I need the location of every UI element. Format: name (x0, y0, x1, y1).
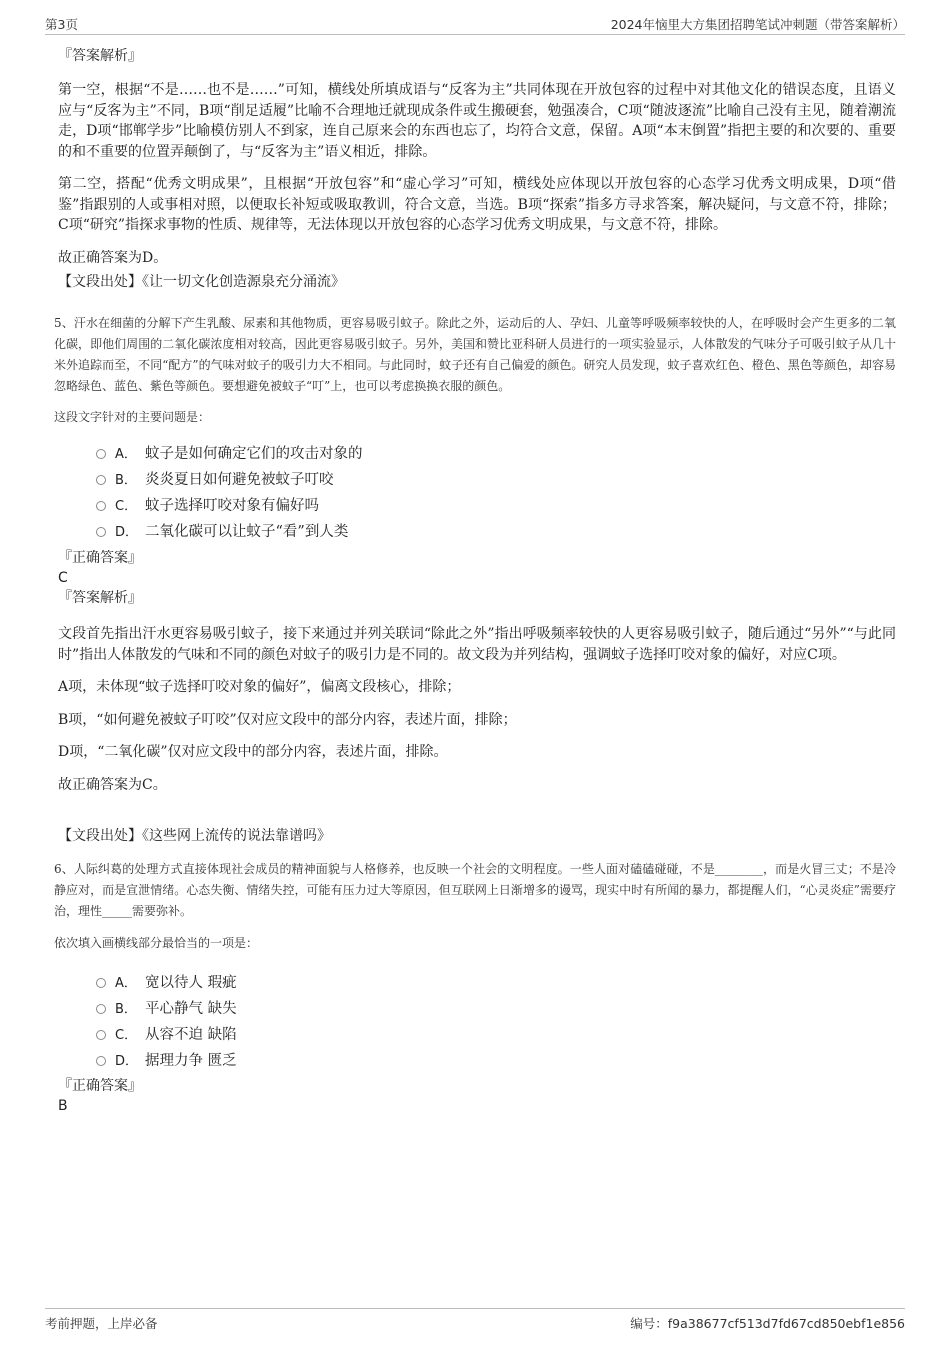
q6-answer (58, 1076, 896, 1116)
q5-analysis-body (58, 624, 896, 795)
radio-icon[interactable] (96, 501, 106, 511)
radio-icon[interactable] (96, 978, 106, 988)
q6-option-b[interactable]: B． 平心静气 缺失 (96, 994, 237, 1020)
q5-analysis-option-b: B项，“如何避免被蚊子叮咬”仅对应文段中的部分内容，表述片面，排除； (58, 711, 517, 728)
option-text: 宽以待人 瑕疵 (145, 974, 237, 991)
option-text: 平心静气 缺失 (145, 1000, 237, 1017)
q4-analysis-conclusion: 故正确答案为D。 (58, 249, 168, 266)
q5-answer (58, 548, 896, 608)
q6-option-c[interactable]: C． 从容不迫 缺陷 (96, 1020, 237, 1046)
page-number: 第3页 (45, 17, 78, 32)
option-text: 从容不迫 缺陷 (145, 1026, 237, 1043)
radio-icon[interactable] (96, 527, 106, 537)
q6-option-a[interactable]: A． 宽以待人 瑕疵 (96, 968, 237, 994)
q5-question: 5、汗水在细菌的分解下产生乳酸、尿素和其他物质，更容易吸引蚊子。除此之外，运动后的人、孕妇、儿童等呼吸频率较快的人，在呼吸时会产生更多的二氧化碳，即他们周围的二氧化碳浓度相对较高，因此更容易吸引蚊子。另外，美国和赞比亚科研人员进行的一项实验显示，人体散发的气味分子可吸引蚊子从几十米外追踪而至，不同“配方”的气味对蚊子的吸引力大不相同。与此同时，蚊子还有自己偏爱的颜色。研究人员发现，蚊子喜欢红色、橙色、黑色等颜色，却容易忽略绿色、蓝色、紫色等颜色。要想避免被蚊子“叮”上，也可以考虑换换衣服的颜色。 (54, 316, 896, 393)
radio-icon[interactable] (96, 1004, 106, 1014)
q5-answer-label: 『正确答案』 (58, 550, 142, 566)
q5-option-b[interactable]: B． 炎炎夏日如何避免被蚊子叮咬 (96, 465, 363, 491)
q6-answer-label: 『正确答案』 (58, 1078, 142, 1094)
q5-analysis-option-d: D项，“二氧化碳”仅对应文段中的部分内容，表述片面，排除。 (58, 744, 448, 760)
q6-option-d[interactable]: D． 据理力争 匮乏 (96, 1046, 237, 1072)
option-text: 蚊子选择叮咬对象有偏好吗 (145, 497, 319, 514)
q4-analysis-paragraph-1: 第一空，根据“不是……也不是……”可知，横线处所填成语与“反客为主”共同体现在开放包容的过程中对其他文化的错误态度，且语义应与“反客为主”不同，B项“削足适履”比喻不合理地迁就现成条件或生搬硬套，勉强凑合，C项“随波逐流”比喻自己没有主见，随着潮流走，D项“邯郸学步”比喻模仿别人不到家，连自己原来会的东西也忘了，均符合文意，保留。A项“本末倒置”指把主要的和次要的、重要的和不重要的位置弄颠倒了，与“反客为主”语义相近，排除。 (58, 82, 896, 160)
radio-icon[interactable] (96, 1056, 106, 1066)
radio-icon[interactable] (96, 1030, 106, 1040)
q5-option-d[interactable]: D． 二氧化碳可以让蚊子“看”到人类 (96, 517, 363, 543)
document-title: 2024年恼里大方集团招聘笔试冲刺题（带答案解析） (610, 17, 905, 32)
q5-analysis-option-a: A项，未体现“蚊子选择叮咬对象的偏好”，偏离文段核心，排除； (58, 679, 461, 695)
page-footer (45, 1308, 905, 1331)
option-text: 炎炎夏日如何避免被蚊子叮咬 (145, 471, 334, 488)
q5-source: 【文段出处】《这些网上流传的说法靠谱吗》 (58, 828, 331, 844)
option-text: 据理力争 匮乏 (145, 1052, 237, 1069)
q6-question: 6、人际纠葛的处理方式直接体现社会成员的精神面貌与人格修养，也反映一个社会的文明程度。一些人面对磕磕碰碰，不是________，而是火冒三丈；不是冷静应对，而是宣泄情绪。心态失衡、情绪失控，可能有压力过大等原因，但互联网上日渐增多的谩骂，现实中时有所闻的暴力，都提醒人们，“心灵炎症”需要疗治，理性_____需要弥补。 (54, 862, 896, 918)
q5-analysis-conclusion: 故正确答案为C。 (58, 776, 167, 793)
q5-answer-value: C (58, 570, 68, 586)
q4-analysis-paragraph-2: 第二空，搭配“优秀文明成果”，且根据“开放包容”和“虚心学习”可知，横线处应体现以开放包容的心态学习优秀文明成果，D项“借鉴”指跟别的人或事相对照，以便取长补短或吸取教训，符合文意，当选。B项“探索”指多方寻求答案，解决疑问，与文意不符，排除；C项“研究”指探求事物的性质、规律等，无法体现以开放包容的心态学习优秀文明成果，与文意不符，排除。 (58, 176, 896, 233)
page-header (45, 14, 905, 35)
document-id: 编号：f9a38677cf513d7fd67cd850ebf1e856 (630, 1316, 905, 1331)
q4-analysis-body (58, 80, 896, 268)
option-text: 二氧化碳可以让蚊子“看”到人类 (145, 523, 349, 540)
q5-analysis-paragraph-1: 文段首先指出汗水更容易吸引蚊子，接下来通过并列关联词“除此之外”指出呼吸频率较快的人更容易吸引蚊子，随后通过“另外”“与此同时”指出人体散发的气味和不同的颜色对蚊子的吸引力是不同的。故文段为并列结构，强调蚊子选择叮咬对象的偏好，对应C项。 (58, 626, 896, 663)
q5-option-c[interactable]: C． 蚊子选择叮咬对象有偏好吗 (96, 491, 363, 517)
q4-analysis (58, 46, 896, 66)
radio-icon[interactable] (96, 475, 106, 485)
q5-options (96, 439, 363, 543)
q5-analysis-label: 『答案解析』 (58, 590, 142, 606)
q5-option-a[interactable]: A． 蚊子是如何确定它们的攻击对象的 (96, 439, 363, 465)
q6-answer-value: B (58, 1098, 68, 1114)
q4-analysis-label: 『答案解析』 (58, 48, 142, 64)
option-text: 蚊子是如何确定它们的攻击对象的 (145, 445, 363, 462)
q5-stem: 这段文字针对的主要问题是： (54, 410, 211, 424)
q6-stem: 依次填入画横线部分最恰当的一项是： (54, 936, 259, 950)
q4-source: 【文段出处】《让一切文化创造源泉充分涌流》 (58, 274, 345, 290)
q6-options (96, 968, 237, 1072)
footer-slogan: 考前押题，上岸必备 (45, 1316, 158, 1331)
radio-icon[interactable] (96, 449, 106, 459)
